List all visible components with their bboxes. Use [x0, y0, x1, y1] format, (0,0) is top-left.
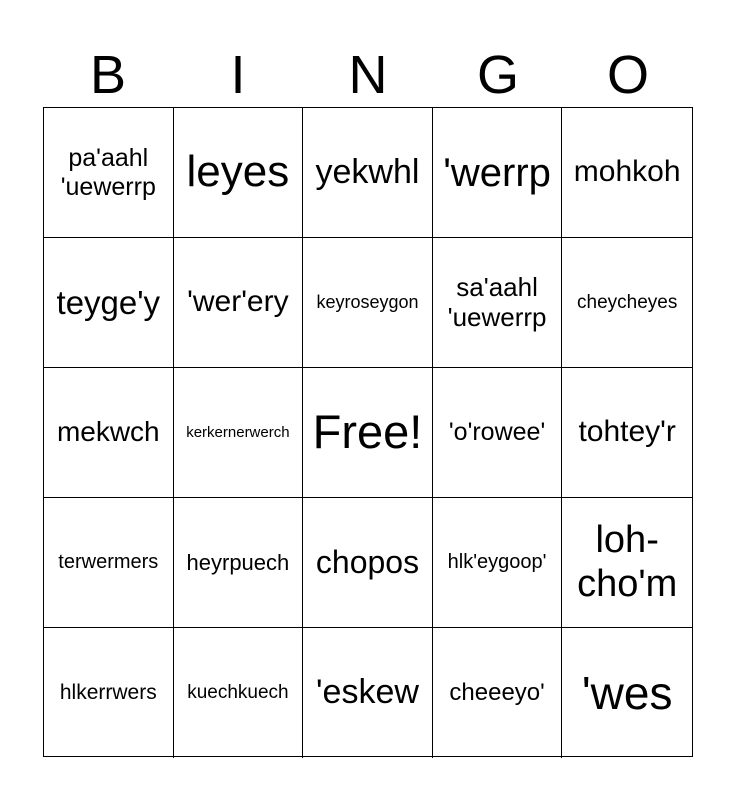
cell-text: leyes [186, 147, 290, 197]
bingo-board [43, 107, 693, 757]
bingo-cell[interactable] [433, 368, 563, 498]
header-letter-b: B [89, 45, 127, 105]
header-letter-i: I [230, 45, 246, 105]
board-row [44, 628, 692, 758]
bingo-cell[interactable] [174, 108, 304, 238]
cell-text: kerkernerwerch [186, 423, 290, 441]
bingo-cell[interactable] [174, 628, 304, 758]
header-letter-n: N [348, 45, 388, 105]
cell-text: cheycheyes [577, 291, 678, 313]
bingo-cell[interactable] [303, 498, 433, 628]
bingo-cell[interactable] [174, 238, 304, 368]
cell-text: terwermers [58, 551, 159, 573]
bingo-cell[interactable] [174, 368, 304, 498]
cell-text: tohtey'r [578, 415, 676, 449]
bingo-header [43, 44, 693, 106]
bingo-cell[interactable] [303, 238, 433, 368]
cell-text: loh-cho'm [577, 518, 678, 605]
cell-text: yekwhl [315, 152, 420, 191]
bingo-cell[interactable] [562, 498, 692, 628]
board-row [44, 108, 692, 238]
header-letter-g: G [476, 45, 519, 105]
cell-text: kuechkuech [187, 682, 289, 704]
bingo-cell[interactable] [303, 108, 433, 238]
bingo-cell[interactable] [44, 498, 174, 628]
cell-text: pa'aahl 'uewerrp [60, 143, 156, 201]
bingo-cell[interactable] [44, 108, 174, 238]
bingo-cell[interactable] [303, 628, 433, 758]
cell-text: heyrpuech [186, 549, 290, 575]
board-row [44, 498, 692, 628]
bingo-cell[interactable] [562, 368, 692, 498]
bingo-cell[interactable] [433, 238, 563, 368]
cell-text: 'wes [581, 666, 673, 719]
cell-text: sa'aahl 'uewerrp [447, 271, 547, 332]
cell-text: mekwch [56, 416, 160, 448]
bingo-cell[interactable] [44, 628, 174, 758]
bingo-cell[interactable] [44, 238, 174, 368]
bingo-cell[interactable] [174, 498, 304, 628]
bingo-cell[interactable] [433, 108, 563, 238]
bingo-cell[interactable] [562, 238, 692, 368]
bingo-cell[interactable] [44, 368, 174, 498]
bingo-cell[interactable] [562, 628, 692, 758]
cell-text: Free! [312, 405, 423, 459]
cell-text: chopos [315, 544, 420, 581]
cell-text: mohkoh [573, 155, 681, 189]
bingo-cell[interactable] [433, 628, 563, 758]
bingo-cell[interactable] [433, 498, 563, 628]
free-space-cell[interactable] [303, 368, 433, 498]
cell-text: keyroseygon [316, 292, 419, 313]
cell-text: 'o'rowee' [448, 418, 546, 447]
header-letter-o: O [606, 45, 649, 105]
cell-text: 'wer'ery [187, 285, 289, 319]
board-row [44, 368, 692, 498]
cell-text: cheeeyo' [449, 679, 545, 707]
cell-text: teyge'y [56, 283, 161, 321]
board-row [44, 238, 692, 368]
cell-text: 'eskew [316, 673, 419, 712]
cell-text: hlk'eygoop' [447, 551, 547, 573]
cell-text: 'werrp [443, 150, 551, 195]
cell-text: hlkerrwers [59, 680, 157, 704]
bingo-cell[interactable] [562, 108, 692, 238]
